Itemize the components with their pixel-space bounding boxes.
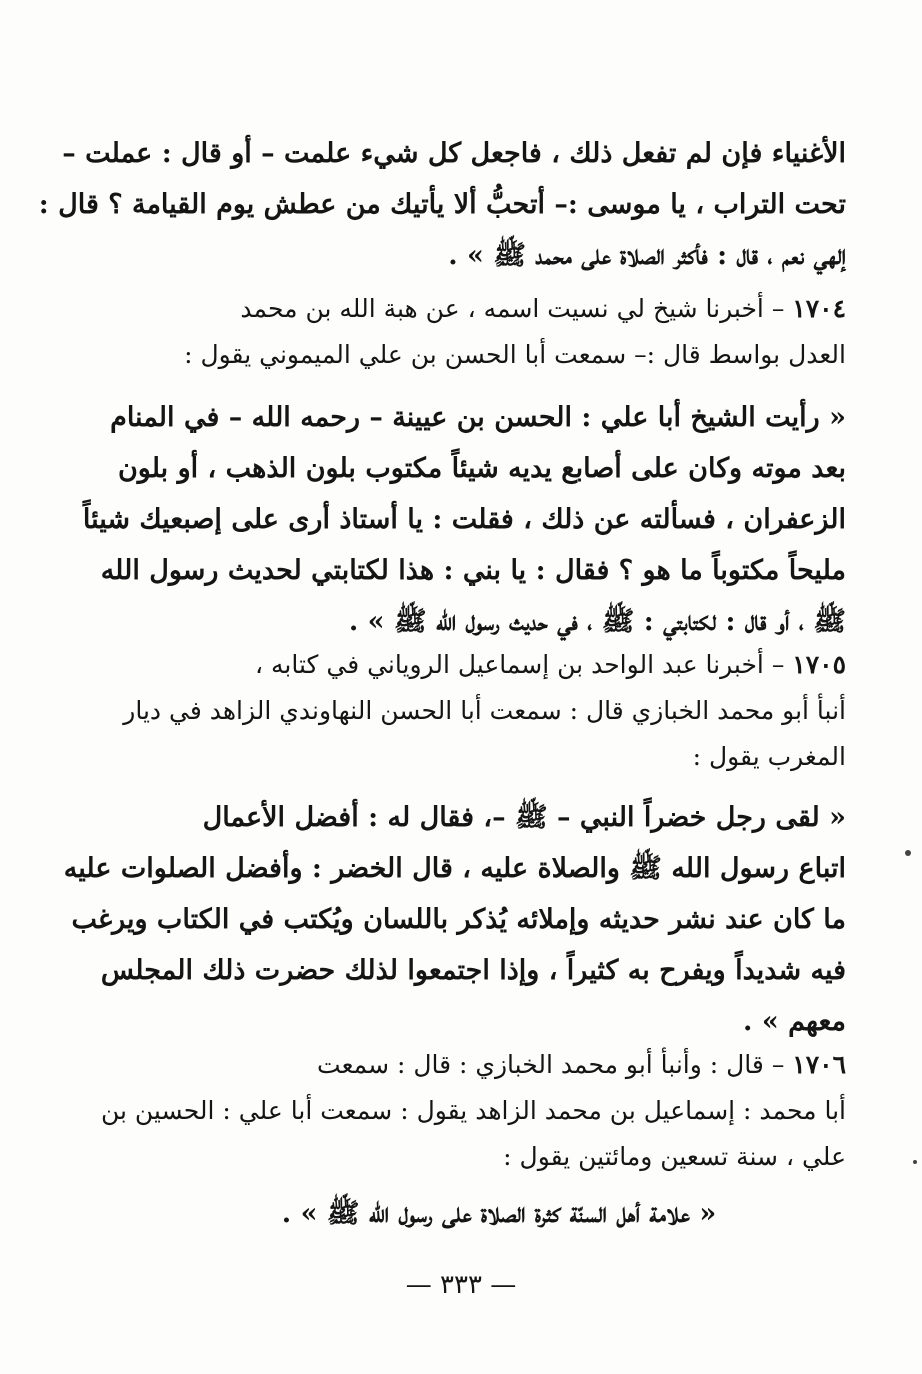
text-line: معهم » . — [743, 1006, 846, 1037]
page-number: — ٣٣٣ — — [405, 1270, 517, 1300]
entry-number: ١٧٠٥ — [792, 650, 846, 679]
text-line: المغرب يقول : — [692, 742, 846, 771]
entry-1705 — [123, 642, 846, 780]
entry-first-line — [152, 642, 846, 688]
entry-number: ١٧٠٤ — [792, 294, 846, 323]
text-line: ﷺ ، أو قال : لكتابتي : ﷺ ، في حديث رسول الله ﷺ » . — [348, 606, 846, 637]
text-line: – أخبرنا عبد الواحد بن إسماعيل الروياني في كتابه ، — [254, 650, 785, 679]
text-line: العدل بواسط قال :– سمعت أبا الحسن بن علي الميموني يقول : — [184, 340, 846, 369]
entry-1706 — [100, 1042, 846, 1180]
text-line: بعد موته وكان على أصابع يديه شيئاً مكتوب بلون الذهب ، أو بلون — [117, 453, 846, 484]
entry-first-line — [152, 1042, 846, 1088]
quote-1704 — [82, 392, 846, 647]
text-line: أنبأ أبو محمد الخبازي قال : سمعت أبا الحسن النهاوندي الزاهد في ديار — [123, 696, 846, 725]
text-line: – أخبرنا شيخ لي نسيت اسمه ، عن هبة الله بن محمد — [240, 294, 785, 323]
text-line: تحت التراب ، يا موسى :– أتحبُّ ألا يأتيك من عطش يوم القيامة ؟ قال : — [38, 189, 846, 220]
quote-1706 — [152, 1188, 846, 1239]
scan-speck — [905, 850, 911, 856]
text-line: فيه شديداً ويفرح به كثيراً ، وإذا اجتمعوا لذلك حضرت ذلك المجلس — [100, 955, 846, 986]
text-line: « رأيت الشيخ أبا علي : الحسن بن عيينة – رحمه الله – في المنام — [110, 402, 846, 433]
text-line: – قال : وأنبأ أبو محمد الخبازي : قال : سمعت — [317, 1050, 785, 1079]
entry-number: ١٧٠٦ — [792, 1050, 846, 1079]
text-line: الزعفران ، فسألته عن ذلك ، فقلت : يا أستاذ أرى على إصبعيك شيئاً — [82, 504, 846, 535]
quote-1705 — [63, 792, 846, 1047]
text-line: « لقى رجل خضراً النبي – ﷺ –، فقال له : أفضل الأعمال — [202, 802, 846, 833]
continued-quote — [38, 128, 846, 281]
text-line: الأغنياء فإن لم تفعل ذلك ، فاجعل كل شيء علمت – أو قال : عملت – — [62, 138, 846, 169]
entry-1704 — [152, 286, 846, 378]
text-line: إلهي نعم ، قال : فأكثر الصلاة على محمد ﷺ » . — [448, 240, 846, 271]
text-line: علي ، سنة تسعين ومائتين يقول : — [503, 1142, 846, 1171]
text-line: « علامة أهل السنّة كثرة الصلاة على رسول الله ﷺ » . — [281, 1198, 717, 1229]
entry-first-line — [152, 286, 846, 332]
text-line: ما كان عند نشر حديثه وإملائه يُذكر باللسان ويُكتب في الكتاب ويرغب — [71, 904, 846, 935]
scan-speck — [913, 1160, 917, 1164]
text-line: مليحاً مكتوباً ما هو ؟ فقال : يا بني : هذا لكتابتي لحديث رسول الله — [100, 555, 846, 586]
text-line: اتباع رسول الله ﷺ والصلاة عليه ، قال الخضر : وأفضل الصلوات عليه — [63, 853, 846, 884]
text-line: أبا محمد : إسماعيل بن محمد الزاهد يقول : سمعت أبا علي : الحسين بن — [100, 1096, 846, 1125]
